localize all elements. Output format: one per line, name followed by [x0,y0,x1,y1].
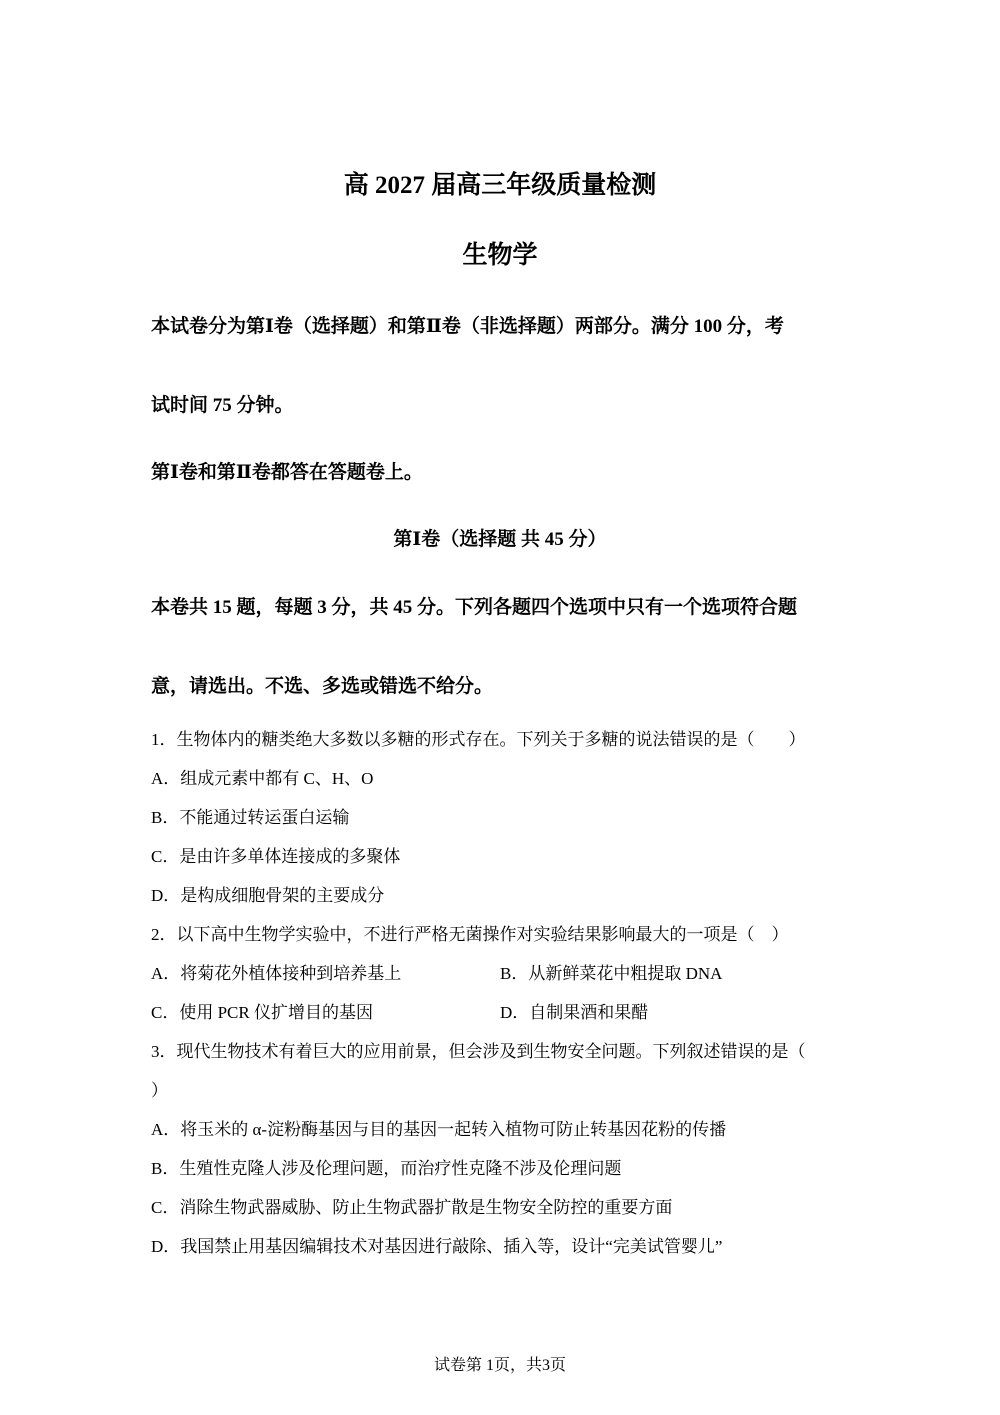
subject-title: 生物学 [462,242,538,269]
exam-title: 高 2027 届高三年级质量检测 [343,172,657,199]
question-2-stem: 2．以下高中生物学实验中，不进行严格无菌操作对实验结果影响最大的一项是（ ） [151,925,789,944]
instructions-line-1: 本试卷分为第Ⅰ卷（选择题）和第Ⅱ卷（非选择题）两部分。满分 100 分，考 [151,316,784,337]
question-3-stem-line-2: ） [151,1081,168,1100]
question-3-option-b: B．生殖性克隆人涉及伦理问题，而治疗性克隆不涉及伦理问题 [151,1159,622,1178]
question-3-option-c: C．消除生物武器威胁、防止生物武器扩散是生物安全防控的重要方面 [151,1198,673,1217]
question-1-option-c: C．是由许多单体连接成的多聚体 [151,847,401,866]
question-2-option-b: B．从新鲜菜花中粗提取 DNA [500,964,723,983]
page-footer: 试卷第 1页，共3页 [433,1357,566,1374]
section-heading: 第Ⅰ卷（选择题 共 45 分） [393,529,607,550]
question-2-option-a: A．将菊花外植体接种到培养基上 [151,964,402,983]
question-3-option-a: A．将玉米的 α-淀粉酶基因与目的基因一起转入植物可防止转基因花粉的传播 [151,1120,727,1139]
section-desc-line-2: 意，请选出。不选、多选或错选不给分。 [151,676,494,697]
question-2-option-c: C．使用 PCR 仪扩增目的基因 [151,1003,373,1022]
question-3-stem-line-1: 3．现代生物技术有着巨大的应用前景，但会涉及到生物安全问题。下列叙述错误的是（ [151,1042,806,1061]
instructions-line-2: 试时间 75 分钟。 [151,395,294,416]
question-1-option-b: B．不能通过转运蛋白运输 [151,808,350,827]
question-2-option-d: D．自制果酒和果醋 [500,1003,649,1022]
question-1-option-d: D．是构成细胞骨架的主要成分 [151,886,385,905]
instructions-line-3: 第Ⅰ卷和第Ⅱ卷都答在答题卷上。 [151,462,423,483]
question-1-option-a: A．组成元素中都有 C、H、O [151,769,374,788]
question-1-stem: 1．生物体内的糖类绝大多数以多糖的形式存在。下列关于多糖的说法错误的是（ ） [151,730,806,749]
section-desc-line-1: 本卷共 15 题，每题 3 分，共 45 分。下列各题四个选项中只有一个选项符合题 [151,597,798,618]
question-3-option-d: D．我国禁止用基因编辑技术对基因进行敲除、插入等，设计“完美试管婴儿” [151,1237,723,1256]
